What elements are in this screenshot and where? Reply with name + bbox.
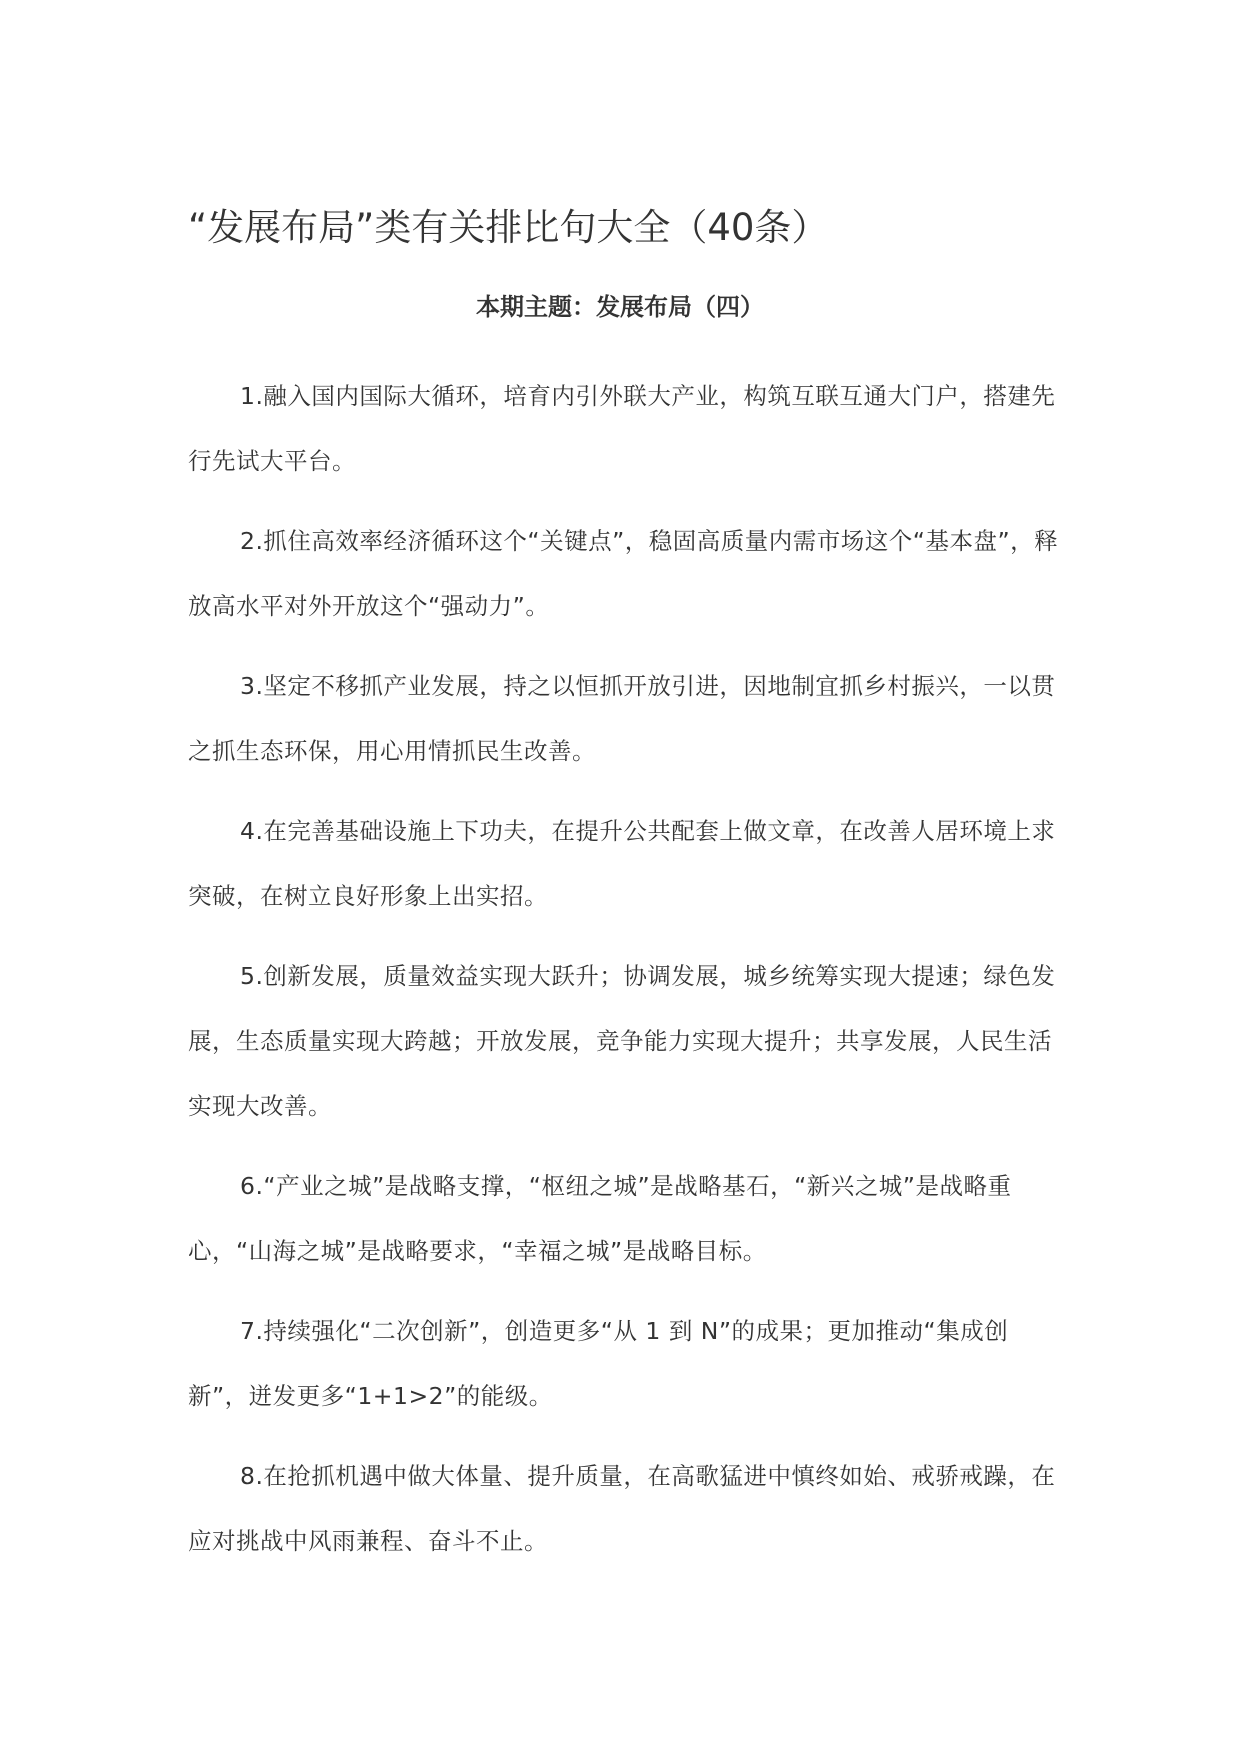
list-item: 1.融入国内国际大循环，培育内引外联大产业，构筑互联互通大门户，搭建先行先试大平台。 xyxy=(188,382,1056,475)
sentence-list xyxy=(188,364,1068,1574)
list-item: 7.持续强化“二次创新”，创造更多“从 1 到 N”的成果；更加推动“集成创新”，迸发更多“1+1>2”的能级。 xyxy=(188,1317,1009,1410)
document-subtitle: 本期主题：发展布局（四） xyxy=(476,293,764,321)
list-item: 8.在抢抓机遇中做大体量、提升质量，在高歌猛进中慎终如始、戒骄戒躁，在应对挑战中风雨兼程、奋斗不止。 xyxy=(188,1462,1056,1555)
document-title: “发展布局”类有关排比句大全（40条） xyxy=(188,206,829,249)
list-item: 5.创新发展，质量效益实现大跃升；协调发展，城乡统筹实现大提速；绿色发展，生态质量实现大跨越；开放发展，竞争能力实现大提升；共享发展，人民生活实现大改善。 xyxy=(188,962,1056,1120)
list-item: 3.坚定不移抓产业发展，持之以恒抓开放引进，因地制宜抓乡村振兴，一以贯之抓生态环保，用心用情抓民生改善。 xyxy=(188,672,1056,765)
list-item: 4.在完善基础设施上下功夫，在提升公共配套上做文章，在改善人居环境上求突破，在树立良好形象上出实招。 xyxy=(188,817,1056,910)
list-item: 6.“产业之城”是战略支撑，“枢纽之城”是战略基石，“新兴之城”是战略重心，“山海之城”是战略要求，“幸福之城”是战略目标。 xyxy=(188,1172,1012,1265)
list-item: 2.抓住高效率经济循环这个“关键点”，稳固高质量内需市场这个“基本盘”，释放高水平对外开放这个“强动力”。 xyxy=(188,527,1059,620)
